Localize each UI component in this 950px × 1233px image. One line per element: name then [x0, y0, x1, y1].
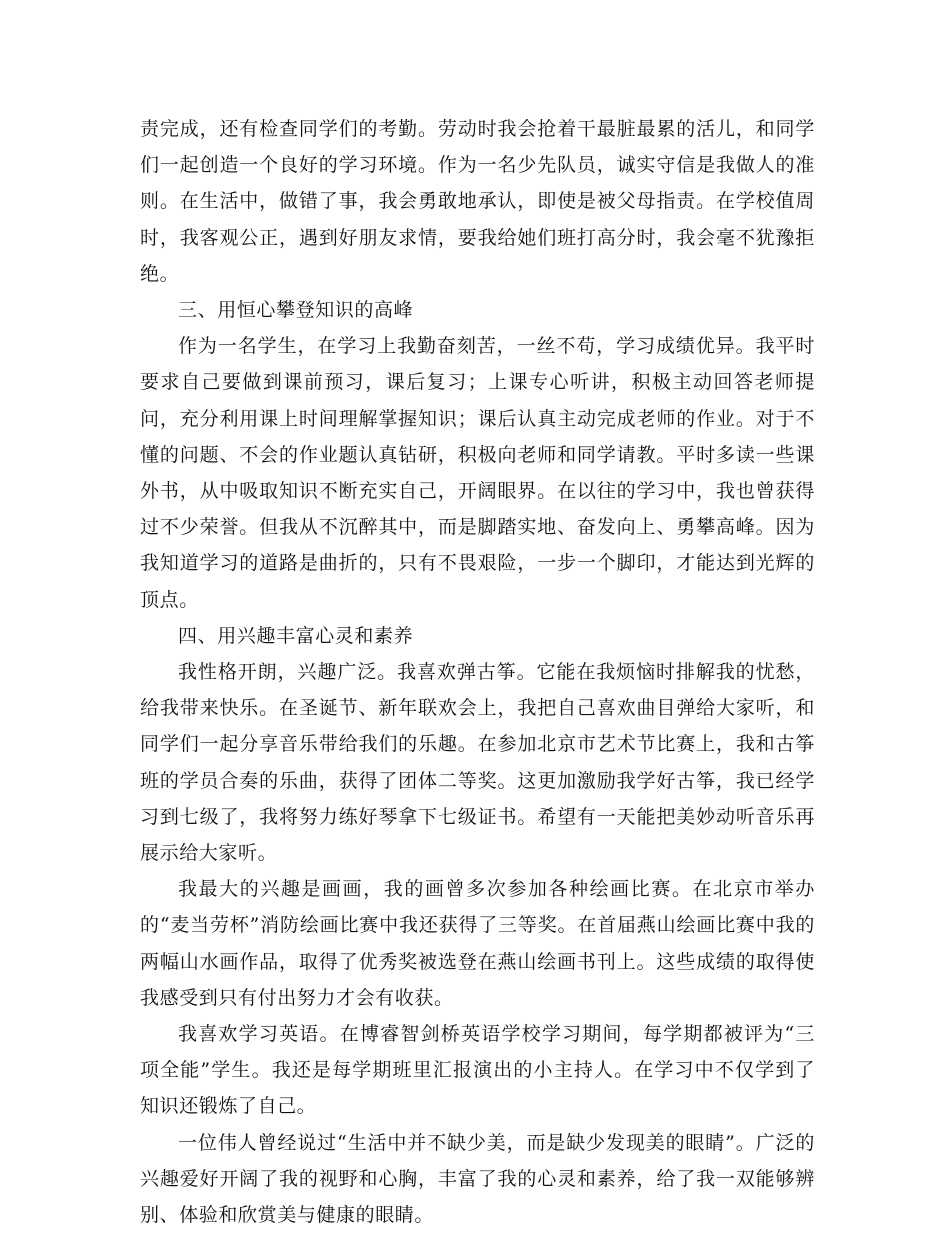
document-body	[140, 111, 815, 1233]
paragraph-english: 我喜欢学习英语。在博睿智剑桥英语学校学习期间，每学期都被评为“三项全能”学生。我还是每学期班里汇报演出的小主持人。在学习中不仅学到了知识还锻炼了自己。	[140, 1023, 815, 1118]
paragraph-painting: 我最大的兴趣是画画，我的画曾多次参加各种绘画比赛。在北京市举办的“麦当劳杯”消防绘画比赛中我还获得了三等奖。在首届燕山绘画比赛中我的两幅山水画作品，取得了优秀奖被选登在燕山绘画书刊上。这些成绩的取得使我感受到只有付出努力才会有收获。	[140, 878, 815, 1009]
paragraph-conclusion: 一位伟人曾经说过“生活中并不缺少美，而是缺少发现美的眼睛”。广泛的兴趣爱好开阔了我的视野和心胸，丰富了我的心灵和素养，给了我一双能够辨别、体验和欣赏美与健康的眼睛。	[140, 1131, 815, 1227]
paragraph-study: 作为一名学生，在学习上我勤奋刻苦，一丝不苟，学习成绩优异。我平时要求自己要做到课前预习，课后复习；上课专心听讲，积极主动回答老师提问，充分利用课上时间理解掌握知识；课后认真主动完成老师的作业。对于不懂的问题、不会的作业题认真钻研，积极向老师和同学请教。平时多读一些课外书，从中吸取知识不断充实自己，开阔眼界。在以往的学习中，我也曾获得过不少荣誉。但我从不沉醉其中，而是脚踏实地、奋发向上、勇攀高峰。因为我知道学习的道路是曲折的，只有不畏艰险，一步一个脚印，才能达到光辉的顶点。	[140, 335, 815, 611]
section-heading-3: 三、用恒心攀登知识的高峰	[178, 299, 414, 322]
section-heading-4: 四、用兴趣丰富心灵和素养	[178, 624, 414, 647]
paragraph-guzheng: 我性格开朗，兴趣广泛。我喜欢弹古筝。它能在我烦恼时排解我的忧愁，给我带来快乐。在圣诞节、新年联欢会上，我把自己喜欢曲目弹给大家听，和同学们一起分享音乐带给我们的乐趣。在参加北京市艺术节比赛上，我和古筝班的学员合奏的乐曲，获得了团体二等奖。这更加激励我学好古筝，我已经学习到七级了，我将努力练好琴拿下七级证书。希望有一天能把美妙动听音乐再展示给大家听。	[140, 661, 815, 865]
paragraph-continued: 责完成，还有检查同学们的考勤。劳动时我会抢着干最脏最累的活儿，和同学们一起创造一个良好的学习环境。作为一名少先队员，诚实守信是我做人的准则。在生活中，做错了事，我会勇敢地承认，即使是被父母指责。在学校值周时，我客观公正，遇到好朋友求情，要我给她们班打高分时，我会毫不犹豫拒绝。	[140, 118, 815, 285]
